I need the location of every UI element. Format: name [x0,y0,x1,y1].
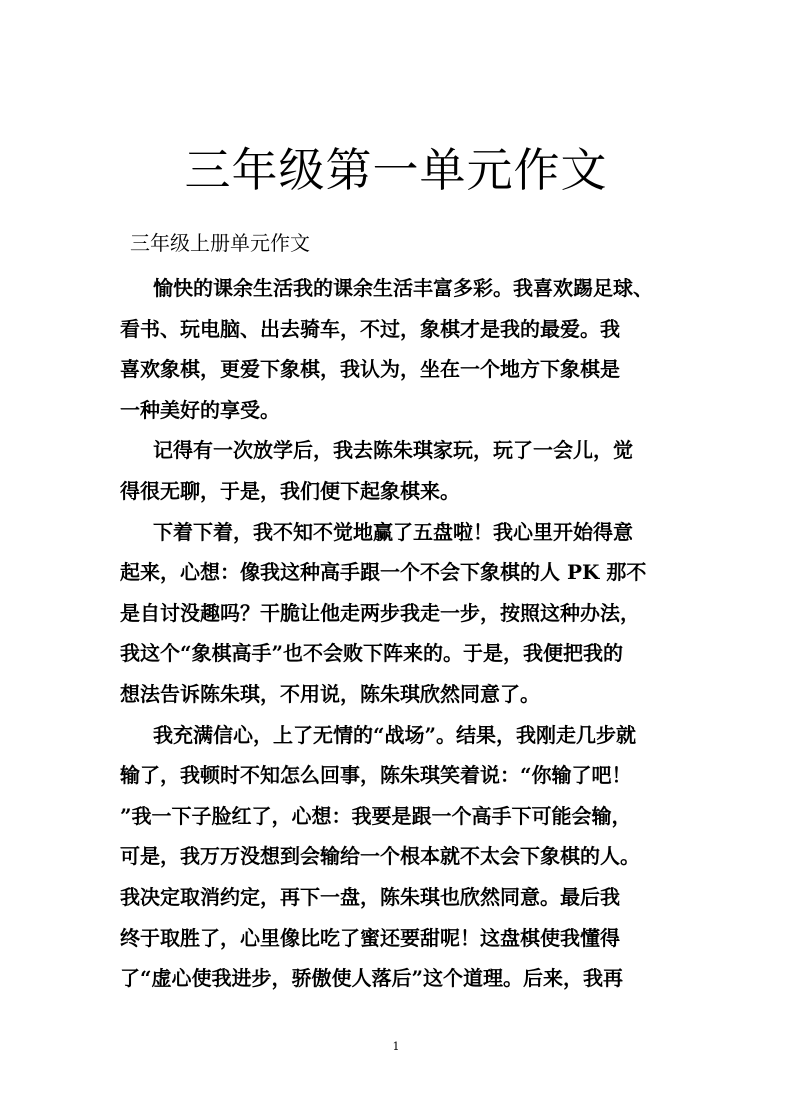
paragraph-line: 终于取胜了，心里像比吃了蜜还要甜呢！这盘棋使我懂得 [120,925,620,950]
paragraph-line: 我决定取消约定，再下一盘，陈朱琪也欣然同意。最后我 [120,884,620,909]
paragraph-line: 可是，我万万没想到会输给一个根本就不太会下象棋的人。 [120,844,640,869]
paragraph-line: 喜欢象棋，更爱下象棋，我认为，坐在一个地方下象棋是 [120,357,620,382]
paragraph-line: 记得有一次放学后，我去陈朱琪家玩，玩了一会儿，觉 [153,438,633,463]
paragraph-line: 是自讨没趣吗？干脆让他走两步我走一步，按照这种办法， [120,600,640,625]
paragraph-line: 看书、玩电脑、出去骑车，不过，象棋才是我的最爱。我 [120,316,620,341]
paragraph-line: 愉快的课余生活我的课余生活丰富多彩。我喜欢踢足球、 [153,276,653,300]
paragraph-line: 我这个“象棋高手”也不会败下阵来的。于是，我便把我的 [120,641,624,666]
paragraph-line: 下着下着，我不知不觉地赢了五盘啦！我心里开始得意 [153,519,633,544]
page-title: 三年级第一单元作文 [184,143,608,197]
paragraph-line: 想法告诉陈朱琪，不用说，陈朱琪欣然同意了。 [120,681,540,706]
paragraph-line: ”我一下子脸红了，心想：我要是跟一个高手下可能会输， [120,803,632,828]
paragraph-line: 了“虚心使我进步，骄傲使人落后”这个道理。后来，我再 [120,966,624,991]
page-number: 1 [392,1040,400,1053]
paragraph-line: 得很无聊，于是，我们便下起象棋来。 [120,478,460,503]
paragraph-line: 起来，心想：像我这种高手跟一个不会下象棋的人 PK 那不 [120,560,647,585]
body-text [120,268,680,999]
document-subtitle: 三年级上册单元作文 [130,231,310,255]
paragraph-line: 一种美好的享受。 [120,397,280,422]
paragraph-line: 我充满信心，上了无情的“战场”。结果，我刚走几步就 [153,722,637,747]
paragraph-line: 输了，我顿时不知怎么回事，陈朱琪笑着说：“你输了吧！ [120,763,632,788]
